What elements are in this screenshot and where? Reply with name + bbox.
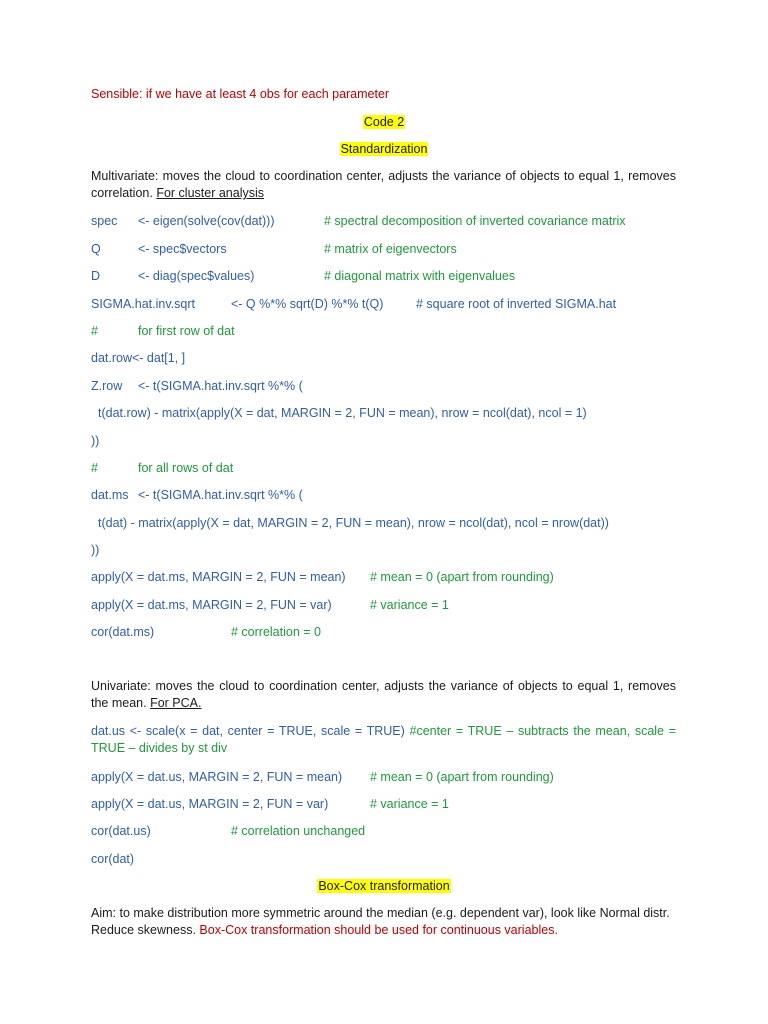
code-line-sigma-comment: # square root of inverted SIGMA.hat xyxy=(416,297,617,311)
code-line-z-row: Z.row xyxy=(91,379,123,393)
code-line-q-comment: # matrix of eigenvectors xyxy=(324,242,457,256)
code-line-cor-us: cor(dat.us) xyxy=(91,824,151,838)
boxcox-heading xyxy=(0,878,768,894)
code-line-sigma: SIGMA.hat.inv.sqrt xyxy=(91,297,195,311)
aim-red-text: Box-Cox transformation should be used for continuous variables. xyxy=(199,923,558,937)
code-heading xyxy=(0,114,768,130)
comment-apply-var-us: # variance = 1 xyxy=(370,797,449,811)
code-line-q-expr: <- spec$vectors xyxy=(138,242,227,256)
code-line-dat-ms-close: )) xyxy=(91,543,100,557)
code-line-spec-expr: <- eigen(solve(cov(dat))) xyxy=(138,214,275,228)
boxcox-heading-label: Box-Cox transformation xyxy=(318,879,450,893)
comment-first-row-hash: # xyxy=(91,324,98,338)
code-line-cor-ms: cor(dat.ms) xyxy=(91,625,155,639)
code-line-d: D xyxy=(91,269,101,283)
standardization-heading xyxy=(0,141,768,157)
code-line-spec xyxy=(91,213,117,229)
code-line-dat-us xyxy=(91,723,676,757)
code-line-spec-comment: # spectral decomposition of inverted covariance matrix xyxy=(324,214,626,228)
comment-apply-var-ms: # variance = 1 xyxy=(370,598,449,612)
comment-all-rows-hash: # xyxy=(91,461,98,475)
code-line-d-comment: # diagonal matrix with eigenvalues xyxy=(324,269,516,283)
code-heading-label: Code 2 xyxy=(363,115,405,129)
comment-apply-mean-us: # mean = 0 (apart from rounding) xyxy=(370,770,554,784)
code-line-cor-dat: cor(dat) xyxy=(91,852,135,866)
dat-us-code: dat.us <- scale(x = dat, center = TRUE, scale = TRUE) xyxy=(91,724,405,738)
code-line-sigma-expr: <- Q %*% sqrt(D) %*% t(Q) xyxy=(231,297,384,311)
code-line-apply-var-us: apply(X = dat.us, MARGIN = 2, FUN = var) xyxy=(91,797,329,811)
univariate-paragraph xyxy=(91,678,676,712)
code-line-apply-var-ms: apply(X = dat.ms, MARGIN = 2, FUN = var) xyxy=(91,598,332,612)
code-line-z-row-close: )) xyxy=(91,434,100,448)
dat-us-comment-1: #center = TRUE – subtracts the mean, scale = xyxy=(409,724,676,738)
code-line-apply-mean-us: apply(X = dat.us, MARGIN = 2, FUN = mean) xyxy=(91,770,343,784)
dat-us-comment-2: TRUE – divides by st div xyxy=(91,741,228,755)
aim-text: Aim: to make distribution more symmetric around the median (e.g. dependent var), look like Normal distr. Reduce skewness. xyxy=(91,906,670,937)
code-line-dat-row: dat.row<- dat[1, ] xyxy=(91,351,186,365)
univariate-link: For PCA. xyxy=(150,696,202,710)
aim-paragraph xyxy=(91,905,676,939)
code-line-q: Q xyxy=(91,242,101,256)
code-line-apply-mean-ms: apply(X = dat.ms, MARGIN = 2, FUN = mean) xyxy=(91,570,346,584)
spec-var: spec xyxy=(91,214,118,228)
univariate-text: Univariate: moves the cloud to coordination center, adjusts the variance of objects to equal 1, removes the mean. xyxy=(91,679,676,710)
comment-all-rows: for all rows of dat xyxy=(138,461,234,475)
code-line-dat-ms: dat.ms xyxy=(91,488,129,502)
multivariate-link: For cluster analysis xyxy=(156,186,265,200)
multivariate-paragraph xyxy=(91,168,676,202)
comment-cor-ms: # correlation = 0 xyxy=(231,625,321,639)
comment-first-row: for first row of dat xyxy=(138,324,235,338)
code-line-dat-ms-expr: <- t(SIGMA.hat.inv.sqrt %*% ( xyxy=(138,488,303,502)
code-line-z-row-expr: <- t(SIGMA.hat.inv.sqrt %*% ( xyxy=(138,379,303,393)
intro-note: Sensible: if we have at least 4 obs for each parameter xyxy=(91,87,390,101)
multivariate-text: Multivariate: moves the cloud to coordination center, adjusts the variance of objects to equal 1, removes correlation. xyxy=(91,169,676,200)
code-line-d-expr: <- diag(spec$values) xyxy=(138,269,255,283)
comment-cor-us: # correlation unchanged xyxy=(231,824,366,838)
code-line-z-row-inner: t(dat.row) - matrix(apply(X = dat, MARGIN = 2, FUN = mean), nrow = ncol(dat), ncol = 1) xyxy=(98,406,587,420)
standardization-heading-label: Standardization xyxy=(340,142,428,156)
code-line-dat-ms-inner: t(dat) - matrix(apply(X = dat, MARGIN = 2, FUN = mean), nrow = ncol(dat), ncol = nrow(dat)) xyxy=(98,516,609,530)
comment-apply-mean-ms: # mean = 0 (apart from rounding) xyxy=(370,570,554,584)
